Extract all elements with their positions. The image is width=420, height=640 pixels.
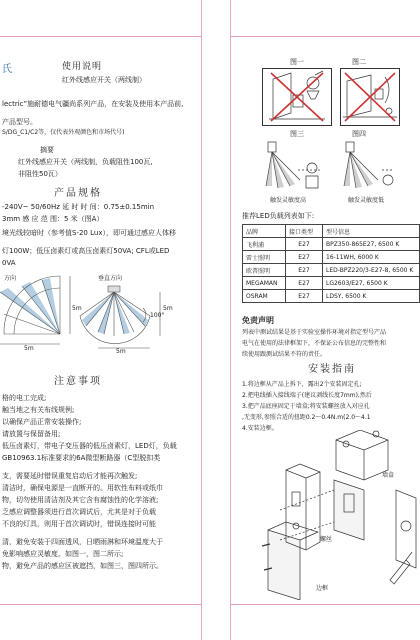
notice-line: 免影响感应灵敏度。如图一，图二所示; bbox=[2, 550, 124, 558]
notice-line: 低压卤素灯，带电子变压器的低压卤素灯，LED灯，负载 bbox=[2, 442, 177, 450]
table-row bbox=[243, 264, 420, 277]
right-page-top-rule bbox=[230, 36, 420, 37]
table-cell: E27 bbox=[286, 290, 323, 303]
figure-3 bbox=[262, 140, 332, 194]
table-header: 品牌 bbox=[243, 225, 286, 238]
table-cell: MEGAMAN bbox=[243, 277, 286, 290]
header-title: 使用说明 bbox=[62, 62, 103, 72]
label-screw: 螺丝 bbox=[320, 536, 333, 543]
dim-5m-b: 5m bbox=[72, 305, 82, 312]
table-cell: LED-BPZ220/3-E27-8, 6500 K bbox=[323, 264, 420, 277]
table-header: 接口类型 bbox=[286, 225, 323, 238]
notice-line: 触当地之有关布线规例; bbox=[2, 406, 75, 414]
spec-line-5: 0VA bbox=[2, 259, 16, 267]
table-row bbox=[243, 277, 420, 290]
right-page-bottom-rule bbox=[230, 604, 420, 605]
install-title: 安装指南 bbox=[308, 364, 356, 375]
table-cell: LG2603/E27, 6500 K bbox=[323, 277, 420, 290]
spec-title: 产品规格 bbox=[54, 188, 102, 199]
table-cell: BPZ350-865E27, 6500 K bbox=[323, 238, 420, 251]
fig1-label: 图一 bbox=[290, 58, 304, 66]
fig4-label: 图四 bbox=[352, 130, 366, 138]
notice-line: 乏感应调整器须进行首次调试后，尤其是对于负载 bbox=[2, 508, 156, 516]
table-row bbox=[243, 290, 420, 303]
notice-line: 物，切勿使用清洁剂及其它含有腐蚀性的化学溶液; bbox=[2, 496, 159, 504]
notice-line: 清洁时，确保电源是一直断开的。用软性布料或纸巾 bbox=[2, 484, 163, 492]
dim-5m-d: 5m bbox=[163, 305, 173, 312]
label-frame: 边框 bbox=[316, 585, 329, 592]
table-cell: E27 bbox=[286, 264, 323, 277]
table-row bbox=[243, 251, 420, 264]
spec-line-3: 境光线较暗时（参考值S-20 Lux），即可通过感应人体移 bbox=[2, 229, 176, 237]
spec-line-4: 灯100W；低压卤素灯或高压卤素灯50VA; CFL或LED bbox=[2, 247, 170, 255]
table-cell: E27 bbox=[286, 238, 323, 251]
summary-line-2: 非阻性50瓦） bbox=[18, 170, 62, 178]
install-step: ,无变形,参照合适的扭距0.2～0.4N.m(2.0～4.1 bbox=[242, 414, 371, 421]
spec-line-1: -240V~ 50/60Hz 延 时 时 间：0.75±0.15min bbox=[2, 203, 155, 211]
spec-line-2: 3mm 感 应 范 围：5 米（图A） bbox=[2, 215, 104, 223]
fig4-caption: 触发灵敏度低 bbox=[348, 197, 385, 204]
table-cell: OSRAM bbox=[243, 290, 286, 303]
header-product: 红外线感应开关（两线制） bbox=[62, 76, 146, 84]
notice-line: 格的电工完成; bbox=[2, 394, 47, 402]
table-header-row bbox=[243, 225, 420, 238]
led-table bbox=[242, 224, 420, 303]
diagram-angle: 100° bbox=[150, 312, 165, 319]
notice-line: GB10963.1标准要求的6A微型断路器（C型脱扣类 bbox=[2, 454, 161, 462]
intro-line: lectric”施耐德电气疆尚系列产品，在安装及使用本产品前, bbox=[2, 100, 184, 108]
install-illustration bbox=[240, 430, 420, 600]
diagram-label-right: 垂直方向 bbox=[98, 275, 123, 282]
model-line-2: S/DG_C1/C2等，仅代表外观颜色和市场代号) bbox=[2, 129, 125, 136]
summary-title: 摘要 bbox=[40, 146, 54, 154]
summary-line-1: 红外线感应开关（两线制，负载阻性100瓦, bbox=[18, 158, 153, 166]
led-intro: 推荐LED负载列表如下: bbox=[242, 212, 315, 220]
table-cell: E27 bbox=[286, 251, 323, 264]
disclaimer-line: 电气在使用的法律框架下，不保证公布信息的完整性和 bbox=[242, 340, 387, 347]
install-step: 1.将边框从产品上拆下，露出2个安装固定孔; bbox=[242, 381, 362, 388]
disclaimer-line: 列表中测试结果是基于实验室操作环境对指定型号产品 bbox=[242, 329, 387, 336]
figure-1 bbox=[262, 68, 332, 126]
label-wallbox: 墙盒 bbox=[382, 472, 395, 479]
header-glyph: 氏 bbox=[2, 64, 12, 75]
notice-title: 注意事项 bbox=[54, 376, 102, 387]
fig3-caption: 触发灵敏度高 bbox=[270, 197, 307, 204]
notice-line: 不良的灯具，则用于首次调试时，错误连接时可能 bbox=[2, 520, 156, 528]
dim-5m-a: 5m bbox=[24, 345, 34, 352]
install-step: 2.把电线插入接线端子(建议剥线长度7mm),然后 bbox=[242, 392, 372, 399]
notice-line: 清，避免安装于四面透风，日晒雨淋和环境温度大于 bbox=[2, 538, 163, 546]
table-cell: E27 bbox=[286, 277, 323, 290]
table-cell: 飞利浦 bbox=[243, 238, 286, 251]
install-step: 4.安装边框。 bbox=[242, 425, 278, 432]
notice-line: 以确保产品正常安装操作; bbox=[2, 418, 82, 426]
fig3-label: 图三 bbox=[290, 130, 304, 138]
table-cell: 16-11WH, 6000 K bbox=[323, 251, 420, 264]
diagram-label-left: 方向 bbox=[4, 275, 17, 282]
left-page-bottom-rule bbox=[0, 604, 202, 605]
table-header: 型号信息 bbox=[323, 225, 420, 238]
disclaimer-title: 免责声明 bbox=[242, 316, 274, 325]
model-line-1: 产品型号。 bbox=[2, 118, 37, 126]
disclaimer-line: 续使用跟测试结果不符的责任。 bbox=[242, 351, 327, 358]
figure-2 bbox=[340, 68, 400, 126]
install-step: 3.把产品底座固定于墙盒;将安装螺丝放入对应孔 bbox=[242, 403, 370, 410]
table-cell: 雷士照明 bbox=[243, 251, 286, 264]
table-cell: 欧普照明 bbox=[243, 264, 286, 277]
dim-5m-c: 5m bbox=[116, 348, 126, 355]
notice-line: 物，避免产品的感应区被遮挡，如图三，图四所示。 bbox=[2, 562, 163, 570]
figure-4 bbox=[340, 140, 400, 194]
notice-line: 请放置与保留备用; bbox=[2, 430, 61, 438]
notice-line: 支，需要延时错误重复启动后才能再次触发; bbox=[2, 472, 138, 480]
table-cell: LDSY, 6500 K bbox=[323, 290, 420, 303]
table-row bbox=[243, 238, 420, 251]
fig2-label: 图二 bbox=[352, 58, 366, 66]
left-page-top-rule bbox=[0, 36, 202, 37]
